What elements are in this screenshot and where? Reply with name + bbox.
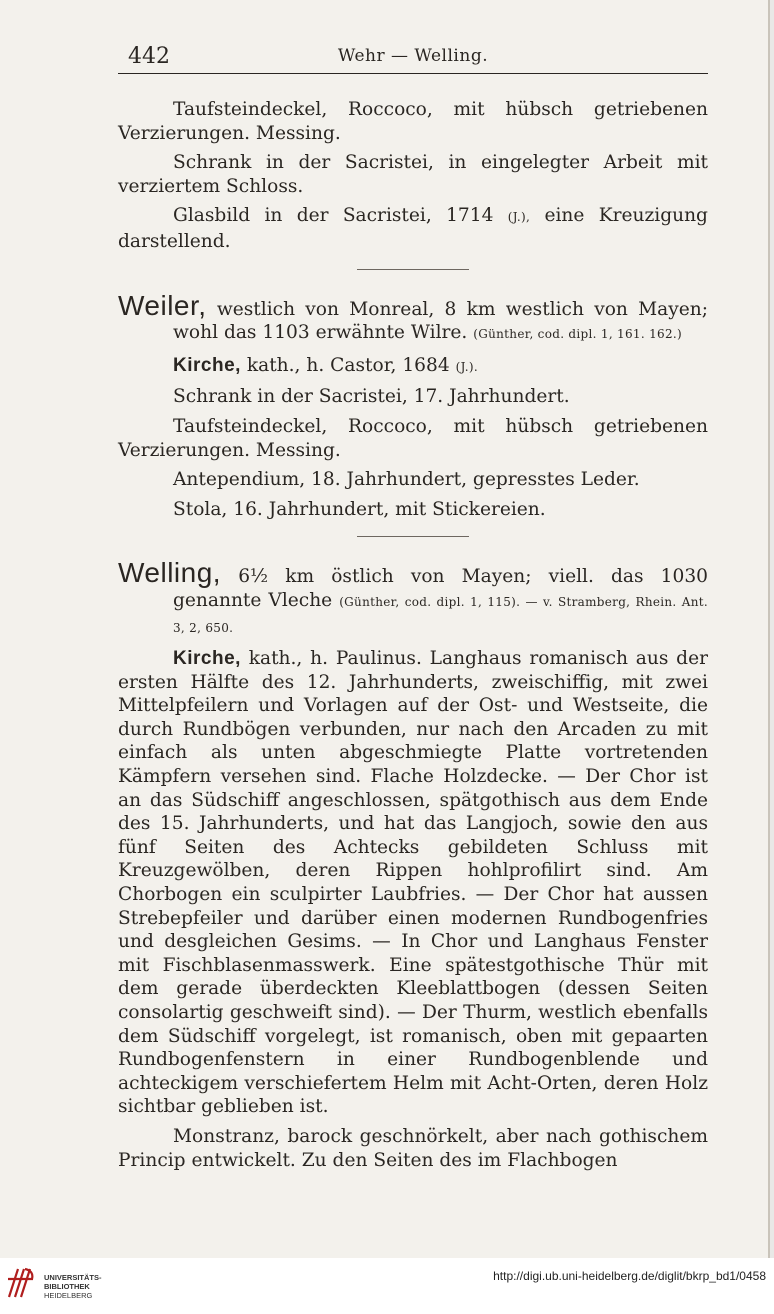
page-header — [118, 44, 708, 74]
paragraph-weiler-item: Antependium, 18. Jahrhundert, gepresstes Leder. — [173, 469, 640, 491]
running-head: Wehr — Welling. — [337, 46, 489, 66]
library-name — [44, 1273, 102, 1300]
welling-intro-text: 6½ km östlich von Mayen; viell. das 1030 genannte Vleche — [173, 566, 708, 611]
section-separator — [357, 269, 469, 270]
kirche-label: Kirche, — [173, 354, 241, 376]
page-edge — [768, 0, 770, 1258]
weiler-kirche-ref: (J.). — [455, 359, 478, 374]
glasbild-ref: (J.), — [507, 210, 531, 225]
paragraph-weiler-item: Schrank in der Sacristei, 17. Jahrhundert. — [173, 386, 570, 408]
section-separator — [357, 536, 469, 537]
glasbild-rest: eine Kreuzigung darstellend. — [118, 205, 708, 252]
weiler-intro-ref: (Günther, cod. dipl. 1, 161. 162.) — [473, 327, 682, 342]
place-name-welling: Welling, — [118, 557, 222, 589]
entry-weiler-intro — [118, 289, 708, 347]
library-name-line: HEIDELBERG — [44, 1291, 93, 1300]
welling-kirche-text: kath., h. Paulinus. Langhaus romanisch aus der ersten Hälfte des 12. Jahrhunderts, zweischiffig, mit zwei Mittelpfeilern und Vorlagen auf der Ost- und Westseite, die durch Rundbögen verbunden, nur nach den Arcaden zu mit einfach als unten abgeschmiegte Platte vortretenden Kämpfern versehen sind. Flache Holzdecke. — Der Chor ist an das Südschiff angeschlossen, spätgothisch aus dem Ende des 15. Jahrhunderts, und hat das Langjoch, sowie den aus fünf Seiten des Achtecks gebildeten Schluss mit Kreuzgewölben, deren Rippen hohlprofilirt sind. Am Chorbogen ein sculpirter Laubfries. — Der Chor hat aussen Strebepfeiler und darüber einen modernen Rundbogenfries und desgleichen Gesims. — In Chor und Langhaus Fenster mit Fischblasenmasswerk. Eine spätestgothische Thür mit dem gerade überdeckten Kleeblattbogen (dessen Seiten consolartig geschweift sind). — Der Thurm, westlich ebenfalls dem Südschiff vorgelegt, ist romanisch, oben mit gepaarten Rundbogenfenstern in einer Rundbogenblende und achteckigem verschiefertem Helm mit Acht-Orten, deren Holz sichtbar geblieben ist. — [118, 648, 708, 1118]
glasbild-text: Glasbild in der Sacristei, 1714 — [173, 205, 494, 227]
header-rule — [118, 73, 708, 74]
paragraph-weiler-kirche — [118, 354, 708, 380]
kirche-label: Kirche, — [173, 648, 241, 670]
paragraph-schrank: Schrank in der Sacristei, in eingelegter Arbeit mit verziertem Schloss. — [118, 152, 708, 197]
weiler-kirche-text: kath., h. Castor, 1684 — [246, 354, 450, 376]
library-footer — [0, 1258, 774, 1314]
paragraph-weiler-item: Stola, 16. Jahrhundert, mit Stickereien. — [173, 498, 546, 520]
entry-welling-intro — [118, 557, 708, 640]
page-number: 442 — [128, 44, 170, 69]
place-name-weiler: Weiler, — [118, 289, 207, 321]
paragraph-monstranz: Monstranz, barock geschnörkelt, aber nach gothischem Princip entwickelt. Zu den Seiten des im Flachbogen — [118, 1125, 708, 1171]
paragraph-weiler-item: Taufsteindeckel, Roccoco, mit hübsch getriebenen Verzierungen. Messing. — [118, 415, 708, 461]
digital-library-link[interactable]: http://digi.ub.uni-heidelberg.de/diglit/bkrp_bd1/0458 — [493, 1269, 766, 1283]
welling-intro-ref: (Günther, cod. dipl. 1, 115). — v. Stramberg, Rhein. Ant. 3, 2, 650. — [173, 594, 708, 635]
library-name-line: BIBLIOTHEK — [44, 1282, 90, 1291]
library-logo-icon — [6, 1265, 36, 1299]
paragraph-glasbild — [118, 204, 708, 253]
library-name-line: UNIVERSITÄTS- — [44, 1273, 102, 1282]
paragraph-taufsteindeckel: Taufsteindeckel, Roccoco, mit hübsch getriebenen Verzierungen. Messing. — [118, 99, 708, 144]
weiler-intro-text: westlich von Monreal, 8 km westlich von Mayen; wohl das 1103 erwähnte Wilre. — [173, 298, 708, 344]
paragraph-welling-kirche — [118, 647, 708, 1119]
page-body — [118, 98, 708, 1172]
